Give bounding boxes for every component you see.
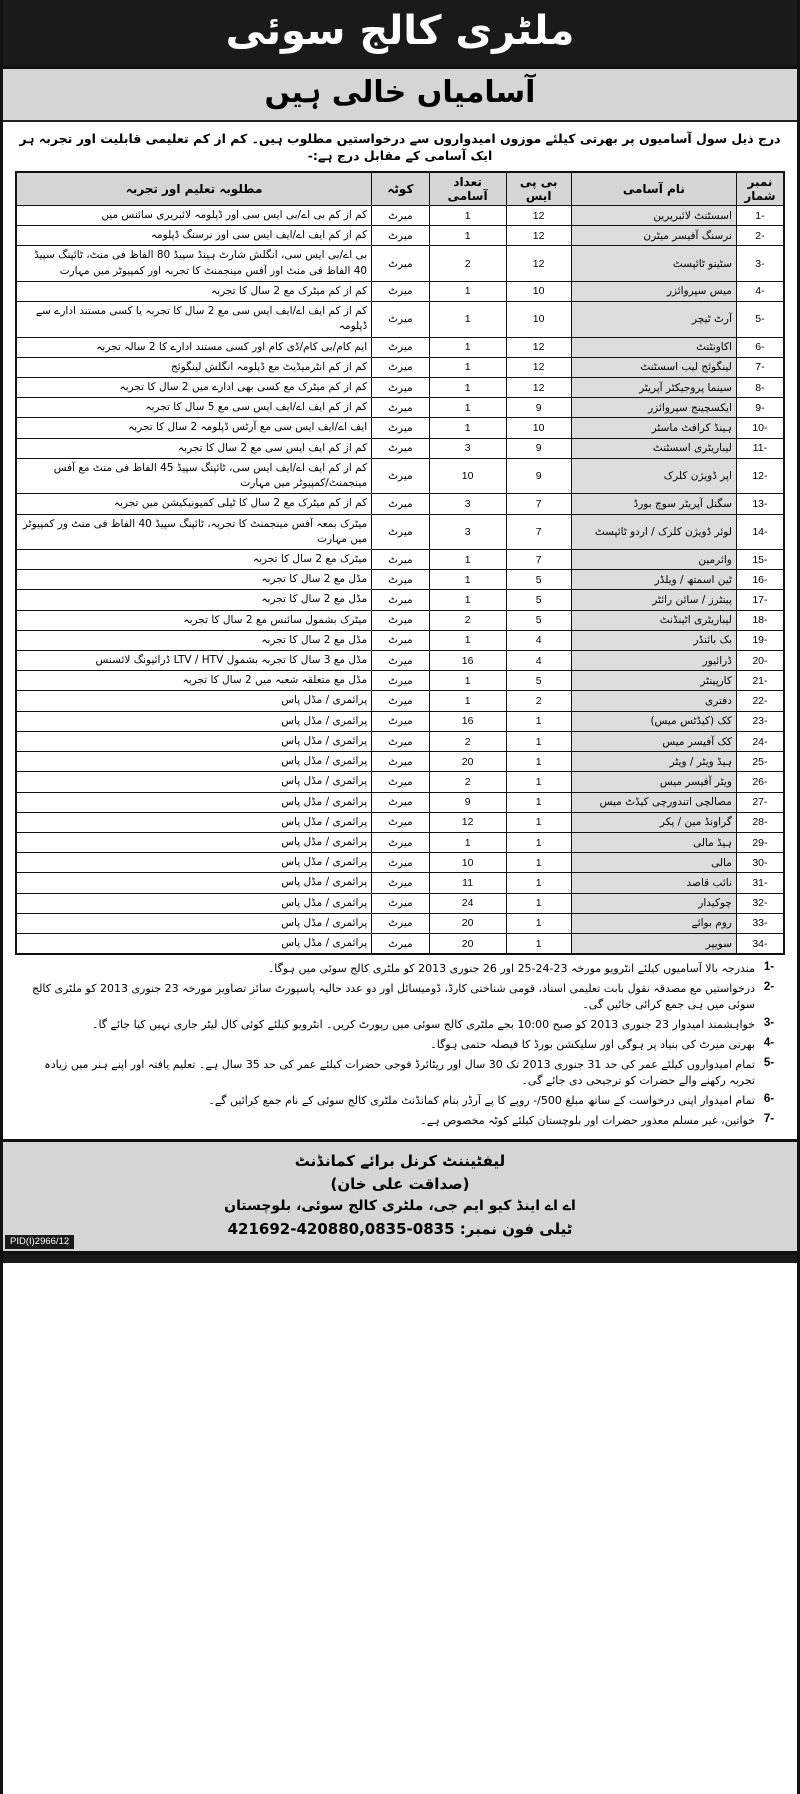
condition-number: 6-	[763, 1092, 775, 1105]
cell-count: 3	[429, 514, 506, 549]
cell-serial: 33-	[736, 913, 784, 933]
cell-quota: میرٹ	[372, 731, 430, 751]
cell-serial: 23-	[736, 711, 784, 731]
cell-bps: 10	[506, 302, 571, 337]
cell-quota: میرٹ	[372, 549, 430, 569]
cell-post-name: ہیڈ ویٹر / ویٹر	[571, 752, 736, 772]
cell-serial: 22-	[736, 691, 784, 711]
table-row	[16, 438, 784, 458]
cell-education: میٹرک بشمول سائنس مع 2 سال کا تجربہ	[16, 610, 372, 630]
subtitle-banner	[3, 69, 797, 122]
cell-bps: 1	[506, 913, 571, 933]
cell-post-name: کک آفیسر میس	[571, 731, 736, 751]
column-header-bps: بی پی ایس	[506, 172, 571, 206]
column-header-count: تعداد آسامی	[429, 172, 506, 206]
cell-serial: 31-	[736, 873, 784, 893]
cell-education: کم از کم ایف اے/ایف ایس سی مع 2 سال کا تجربہ یا کسی مستند ادارے سے ڈپلومہ	[16, 302, 372, 337]
table-row	[16, 281, 784, 301]
cell-quota: میرٹ	[372, 691, 430, 711]
cell-education: میٹرک مع 2 سال کا تجربہ	[16, 549, 372, 569]
cell-post-name: وائرمین	[571, 549, 736, 569]
cell-education: بی اے/بی ایس سی، انگلش شارٹ ہینڈ سپیڈ 80 الفاظ فی منٹ، ٹائپنگ سپیڈ 40 الفاظ فی منٹ اور آفس مینجمنٹ کا تجربہ اور کمپیوٹر میں مہارت	[16, 246, 372, 281]
cell-count: 24	[429, 893, 506, 913]
cell-bps: 5	[506, 590, 571, 610]
cell-serial: 18-	[736, 610, 784, 630]
cell-serial: 13-	[736, 494, 784, 514]
cell-serial: 32-	[736, 893, 784, 913]
cell-post-name: سینما پروجیکٹر آپریٹر	[571, 377, 736, 397]
cell-count: 20	[429, 752, 506, 772]
cell-post-name: ہیڈ مالی	[571, 833, 736, 853]
institution-title: ملٹری کالج سوئی	[225, 8, 575, 54]
table-row	[16, 671, 784, 691]
cell-count: 1	[429, 206, 506, 226]
cell-quota: میرٹ	[372, 671, 430, 691]
cell-education: مڈل مع 2 سال کا تجربہ	[16, 630, 372, 650]
cell-post-name: مصالچی اتندورچی کیڈٹ میس	[571, 792, 736, 812]
cell-quota: میرٹ	[372, 494, 430, 514]
cell-quota: میرٹ	[372, 514, 430, 549]
cell-bps: 1	[506, 833, 571, 853]
table-row	[16, 772, 784, 792]
cell-count: 1	[429, 833, 506, 853]
cell-serial: 11-	[736, 438, 784, 458]
cell-bps: 12	[506, 357, 571, 377]
cell-serial: 21-	[736, 671, 784, 691]
cell-post-name: گراونڈ مین / پکر	[571, 812, 736, 832]
table-row	[16, 398, 784, 418]
cell-quota: میرٹ	[372, 377, 430, 397]
condition-number: 3-	[763, 1017, 775, 1030]
cell-post-name: مالی	[571, 853, 736, 873]
column-header-post: نام آسامی	[571, 172, 736, 206]
cell-education: کم از کم میٹرک مع 2 سال کا تجربہ	[16, 281, 372, 301]
cell-post-name: لینگوئج لیب اسسٹنٹ	[571, 357, 736, 377]
intro-paragraph: درج ذیل سول آسامیوں پر بھرتی کیلئے موزوں امیدواروں سے درخواستیں مطلوب ہیں۔ کم از کم تعلیمی قابلیت اور تجربہ ہر ایک آسامی کے مقابل درج ہے:-	[19, 130, 781, 163]
cell-count: 16	[429, 651, 506, 671]
cell-quota: میرٹ	[372, 893, 430, 913]
cell-bps: 1	[506, 752, 571, 772]
condition-text: تمام امیدوار اپنی درخواست کے ساتھ مبلغ 500/- روپے کا پے آرڈر بنام کمانڈنٹ ملٹری کالج سوئی کے نام جمع کرائیں گے۔	[208, 1093, 755, 1107]
condition-number: 2-	[763, 981, 775, 994]
cell-education: مڈل مع 2 سال کا تجربہ	[16, 570, 372, 590]
cell-count: 1	[429, 357, 506, 377]
condition-text: تمام امیدواروں کیلئے عمر کی حد 31 جنوری 2013 تک 30 سال اور ریٹائرڈ فوجی حضرات کیلئے عمر کی حد 35 سال ہے۔ تعلیم یافتہ اور اپنے ہنر میں زیادہ تجربہ رکھنے والے حضرات کو ترجیحی دی جائے گی۔	[44, 1058, 755, 1087]
condition-number: 5-	[763, 1057, 775, 1069]
cell-post-name: ٹین اسمتھ / ویلڈر	[571, 570, 736, 590]
cell-bps: 1	[506, 893, 571, 913]
cell-education: میٹرک بمعہ آفس مینجمنٹ کا تجربہ، ٹائپنگ سپیڈ 40 الفاظ فی منٹ ور کمپیوٹر میں مہارت	[16, 514, 372, 549]
table-row	[16, 570, 784, 590]
cell-post-name: ہینڈ کرافٹ ماسٹر	[571, 418, 736, 438]
cell-education: پرائمری / مڈل پاس	[16, 812, 372, 832]
cell-count: 16	[429, 711, 506, 731]
cell-serial: 17-	[736, 590, 784, 610]
cell-post-name: سٹینو ٹائپسٹ	[571, 246, 736, 281]
cell-education: مڈل مع 2 سال کا تجربہ	[16, 590, 372, 610]
condition-text: بھرتی میرٹ کی بنیاد پر ہوگی اور سلیکشن بورڈ کا فیصلہ حتمی ہوگا۔	[430, 1038, 755, 1052]
cell-bps: 7	[506, 494, 571, 514]
condition-item	[17, 981, 783, 1013]
cell-serial: 4-	[736, 281, 784, 301]
cell-bps: 5	[506, 671, 571, 691]
table-row	[16, 302, 784, 337]
table-row	[16, 246, 784, 281]
cell-serial: 19-	[736, 630, 784, 650]
condition-text: خواہشمند امیدوار 23 جنوری 2013 کو صبح 10:00 بجے ملٹری کالج سوئی میں رپورٹ کریں۔ انٹرویو کیلئے کوئی کال لیٹر جاری نہیں کیا جائے گا۔	[92, 1018, 755, 1032]
cell-serial: 14-	[736, 514, 784, 549]
cell-post-name: پینٹرز / سائن رائٹر	[571, 590, 736, 610]
vacancy-table-body	[16, 206, 784, 955]
cell-post-name: ایکسچینج سپروائزر	[571, 398, 736, 418]
signatory-address: اے اے اینڈ کیو ایم جی، ملٹری کالج سوئی، بلوچستان	[224, 1198, 576, 1215]
cell-education: پرائمری / مڈل پاس	[16, 731, 372, 751]
cell-bps: 1	[506, 731, 571, 751]
cell-post-name: کک (کیڈٹس میس)	[571, 711, 736, 731]
cell-education: کم از کم میٹرک مع کسی بھی ادارے میں 2 سال کا تجربہ	[16, 377, 372, 397]
cell-post-name: نائب قاصد	[571, 873, 736, 893]
cell-education: پرائمری / مڈل پاس	[16, 934, 372, 955]
cell-serial: 25-	[736, 752, 784, 772]
cell-count: 2	[429, 731, 506, 751]
cell-quota: میرٹ	[372, 281, 430, 301]
cell-education: مڈل مع متعلقہ شعبہ میں 2 سال کا تجربہ	[16, 671, 372, 691]
cell-count: 2	[429, 610, 506, 630]
cell-bps: 4	[506, 630, 571, 650]
table-row	[16, 226, 784, 246]
condition-item	[17, 1057, 783, 1089]
signatory-name: (صداقت علی خان)	[330, 1175, 470, 1193]
cell-bps: 1	[506, 792, 571, 812]
cell-education: کم از کم ایف ایس سی مع 2 سال کا تجربہ	[16, 438, 372, 458]
cell-serial: 5-	[736, 302, 784, 337]
cell-count: 2	[429, 772, 506, 792]
cell-quota: میرٹ	[372, 418, 430, 438]
cell-serial: 20-	[736, 651, 784, 671]
cell-education: پرائمری / مڈل پاس	[16, 853, 372, 873]
condition-number: 1-	[763, 961, 775, 974]
cell-count: 1	[429, 590, 506, 610]
cell-quota: میرٹ	[372, 651, 430, 671]
table-row	[16, 514, 784, 549]
cell-count: 1	[429, 377, 506, 397]
vacancy-subtitle: آسامیاں خالی ہیں	[264, 75, 536, 110]
cell-serial: 29-	[736, 833, 784, 853]
table-row	[16, 549, 784, 569]
table-row	[16, 691, 784, 711]
cell-count: 3	[429, 438, 506, 458]
table-row	[16, 833, 784, 853]
table-row	[16, 873, 784, 893]
cell-serial: 9-	[736, 398, 784, 418]
cell-quota: میرٹ	[372, 570, 430, 590]
cell-post-name: اکاونٹنٹ	[571, 337, 736, 357]
cell-serial: 12-	[736, 458, 784, 493]
cell-count: 1	[429, 570, 506, 590]
contact-phone: ٹیلی فون نمبر: 0835-420880,0835-421692	[227, 1219, 573, 1238]
cell-education: پرائمری / مڈل پاس	[16, 772, 372, 792]
table-row	[16, 651, 784, 671]
cell-post-name: اپر ڈویژن کلرک	[571, 458, 736, 493]
cell-serial: 26-	[736, 772, 784, 792]
cell-quota: میرٹ	[372, 833, 430, 853]
cell-bps: 12	[506, 337, 571, 357]
cell-serial: 34-	[736, 934, 784, 955]
cell-quota: میرٹ	[372, 590, 430, 610]
cell-post-name: سگنل آپریٹر سوچ بورڈ	[571, 494, 736, 514]
cell-count: 1	[429, 671, 506, 691]
table-row	[16, 377, 784, 397]
table-row	[16, 853, 784, 873]
condition-item	[17, 1037, 783, 1053]
cell-count: 12	[429, 812, 506, 832]
cell-bps: 10	[506, 281, 571, 301]
cell-count: 11	[429, 873, 506, 893]
vacancy-table-wrap	[3, 171, 797, 956]
cell-bps: 9	[506, 438, 571, 458]
table-row	[16, 206, 784, 226]
cell-serial: 3-	[736, 246, 784, 281]
cell-bps: 5	[506, 610, 571, 630]
cell-count: 10	[429, 458, 506, 493]
cell-bps: 1	[506, 873, 571, 893]
cell-bps: 12	[506, 226, 571, 246]
cell-quota: میرٹ	[372, 711, 430, 731]
cell-education: کم از کم ایف اے/ایف ایس سی اور نرسنگ ڈپلومہ	[16, 226, 372, 246]
cell-serial: 6-	[736, 337, 784, 357]
table-row	[16, 934, 784, 955]
cell-bps: 2	[506, 691, 571, 711]
cell-quota: میرٹ	[372, 792, 430, 812]
cell-count: 1	[429, 226, 506, 246]
cell-education: کم از کم ایف اے/ایف ایس سی، ٹائپنگ سپیڈ 45 الفاظ فی منٹ مع آفس مینجمنٹ/کمپیوٹر میں مہارت	[16, 458, 372, 493]
cell-quota: میرٹ	[372, 246, 430, 281]
table-row	[16, 731, 784, 751]
table-header-row	[16, 172, 784, 206]
cell-post-name: کارپینٹر	[571, 671, 736, 691]
cell-quota: میرٹ	[372, 913, 430, 933]
header-banner	[3, 0, 797, 69]
cell-post-name: روم بوائے	[571, 913, 736, 933]
cell-quota: میرٹ	[372, 302, 430, 337]
cell-bps: 4	[506, 651, 571, 671]
cell-count: 9	[429, 792, 506, 812]
condition-item	[17, 1017, 783, 1033]
cell-bps: 12	[506, 246, 571, 281]
cell-post-name: بک بائنڈر	[571, 630, 736, 650]
table-row	[16, 812, 784, 832]
cell-education: پرائمری / مڈل پاس	[16, 913, 372, 933]
cell-post-name: ڈرائیور	[571, 651, 736, 671]
cell-bps: 5	[506, 570, 571, 590]
cell-quota: میرٹ	[372, 610, 430, 630]
cell-education: پرائمری / مڈل پاس	[16, 893, 372, 913]
table-row	[16, 752, 784, 772]
cell-education: پرائمری / مڈل پاس	[16, 873, 372, 893]
signature-block	[3, 1139, 797, 1255]
cell-serial: 10-	[736, 418, 784, 438]
cell-education: پرائمری / مڈل پاس	[16, 691, 372, 711]
table-row	[16, 418, 784, 438]
cell-serial: 24-	[736, 731, 784, 751]
cell-bps: 1	[506, 812, 571, 832]
cell-quota: میرٹ	[372, 752, 430, 772]
cell-post-name: میس سپروائزر	[571, 281, 736, 301]
cell-education: کم از کم میٹرک مع 2 سال کا ٹیلی کمیونیکیشن میں تجربہ	[16, 494, 372, 514]
cell-serial: 15-	[736, 549, 784, 569]
cell-post-name: نرسنگ آفیسر میٹرن	[571, 226, 736, 246]
table-row	[16, 357, 784, 377]
cell-bps: 12	[506, 206, 571, 226]
condition-number: 7-	[763, 1112, 775, 1125]
table-row	[16, 913, 784, 933]
column-header-serial: نمبر شمار	[736, 172, 784, 206]
table-row	[16, 893, 784, 913]
condition-item	[17, 1113, 783, 1129]
table-row	[16, 590, 784, 610]
cell-education: ایف اے/ایف ایس سی مع آرٹس ڈپلومہ 2 سال کا تجربہ	[16, 418, 372, 438]
cell-count: 1	[429, 691, 506, 711]
cell-education: پرائمری / مڈل پاس	[16, 752, 372, 772]
cell-post-name: دفتری	[571, 691, 736, 711]
cell-serial: 30-	[736, 853, 784, 873]
condition-number: 4-	[763, 1037, 775, 1050]
cell-post-name: چوکیدار	[571, 893, 736, 913]
cell-bps: 1	[506, 853, 571, 873]
table-row	[16, 630, 784, 650]
table-row	[16, 494, 784, 514]
cell-serial: 28-	[736, 812, 784, 832]
cell-count: 1	[429, 302, 506, 337]
cell-quota: میرٹ	[372, 226, 430, 246]
cell-education: پرائمری / مڈل پاس	[16, 792, 372, 812]
pid-badge: PID(I)2966/12	[5, 1235, 74, 1249]
cell-education: پرائمری / مڈل پاس	[16, 833, 372, 853]
signatory-rank: لیفٹیننٹ کرنل برائے کمانڈنٹ	[294, 1151, 506, 1170]
cell-serial: 1-	[736, 206, 784, 226]
table-row	[16, 337, 784, 357]
cell-bps: 7	[506, 514, 571, 549]
cell-quota: میرٹ	[372, 357, 430, 377]
cell-count: 1	[429, 418, 506, 438]
cell-education: کم از کم انٹرمیڈیٹ مع ڈپلومہ انگلش لینگوئج	[16, 357, 372, 377]
cell-bps: 9	[506, 458, 571, 493]
table-row	[16, 711, 784, 731]
cell-quota: میرٹ	[372, 812, 430, 832]
cell-serial: 7-	[736, 357, 784, 377]
cell-serial: 8-	[736, 377, 784, 397]
cell-post-name: لیباریٹری اسسٹنٹ	[571, 438, 736, 458]
cell-count: 3	[429, 494, 506, 514]
table-row	[16, 610, 784, 630]
cell-bps: 1	[506, 934, 571, 955]
condition-item	[17, 961, 783, 977]
cell-bps: 9	[506, 398, 571, 418]
condition-item	[17, 1093, 783, 1109]
cell-serial: 2-	[736, 226, 784, 246]
cell-count: 1	[429, 337, 506, 357]
cell-count: 1	[429, 398, 506, 418]
cell-bps: 1	[506, 772, 571, 792]
footer-bar	[3, 1255, 797, 1263]
cell-quota: میرٹ	[372, 398, 430, 418]
cell-serial: 16-	[736, 570, 784, 590]
cell-quota: میرٹ	[372, 337, 430, 357]
conditions-list	[3, 955, 797, 1134]
vacancy-table	[15, 171, 785, 956]
cell-education: کم از کم ایف اے/ایف ایس سی مع 5 سال کا تجربہ	[16, 398, 372, 418]
cell-education: ایم کام/بی کام/ڈی کام اور کسی مستند ادارے کا 2 سالہ تجربہ	[16, 337, 372, 357]
cell-education: مڈل مع 3 سال کا تجربہ بشمول LTV / HTV ڈرائیونگ لائسنس	[16, 651, 372, 671]
cell-quota: میرٹ	[372, 458, 430, 493]
cell-count: 1	[429, 281, 506, 301]
cell-education: پرائمری / مڈل پاس	[16, 711, 372, 731]
condition-text: درخواستیں مع مصدقہ نقول بابت تعلیمی اسناد، قومی شناختی کارڈ، ڈومیسائل اور دو عدد حالیہ پاسپورٹ سائز تصاویر مورخہ 23 جنوری 2013 کو ملٹری کالج سوئی میں ہی جمع کرائی جائیں گی۔	[31, 982, 755, 1012]
cell-education: کم از کم بی اے/بی ایس سی اور ڈپلومہ لائبریری سائنس میں	[16, 206, 372, 226]
cell-quota: میرٹ	[372, 772, 430, 792]
cell-count: 2	[429, 246, 506, 281]
cell-quota: میرٹ	[372, 630, 430, 650]
cell-count: 10	[429, 853, 506, 873]
cell-quota: میرٹ	[372, 873, 430, 893]
cell-bps: 12	[506, 377, 571, 397]
cell-count: 1	[429, 630, 506, 650]
table-row	[16, 458, 784, 493]
cell-post-name: لیباریٹری اٹینڈنٹ	[571, 610, 736, 630]
cell-count: 1	[429, 549, 506, 569]
cell-post-name: لوئر ڈویژن کلرک / اردو ٹائپسٹ	[571, 514, 736, 549]
cell-quota: میرٹ	[372, 934, 430, 955]
cell-serial: 27-	[736, 792, 784, 812]
condition-text: مندرجہ بالا آسامیوں کیلئے انٹرویو مورخہ 23-24-25 اور 26 جنوری 2013 کو ملٹری کالج سوئی میں ہوگا۔	[267, 962, 755, 976]
cell-count: 20	[429, 913, 506, 933]
cell-post-name: اسسٹنٹ لائبریرین	[571, 206, 736, 226]
cell-quota: میرٹ	[372, 853, 430, 873]
condition-text: خواتین، غیر مسلم معذور حضرات اور بلوچستان کیلئے کوٹہ مخصوص ہے۔	[420, 1113, 755, 1127]
cell-bps: 1	[506, 711, 571, 731]
cell-post-name: سویپر	[571, 934, 736, 955]
cell-bps: 10	[506, 418, 571, 438]
cell-post-name: آرٹ ٹیچر	[571, 302, 736, 337]
column-header-quota: کوٹہ	[372, 172, 430, 206]
cell-quota: میرٹ	[372, 206, 430, 226]
cell-post-name: ویٹر آفیسر میس	[571, 772, 736, 792]
cell-count: 20	[429, 934, 506, 955]
column-header-education: مطلوبہ تعلیم اور تجربہ	[16, 172, 372, 206]
cell-quota: میرٹ	[372, 438, 430, 458]
cell-bps: 7	[506, 549, 571, 569]
table-row	[16, 792, 784, 812]
